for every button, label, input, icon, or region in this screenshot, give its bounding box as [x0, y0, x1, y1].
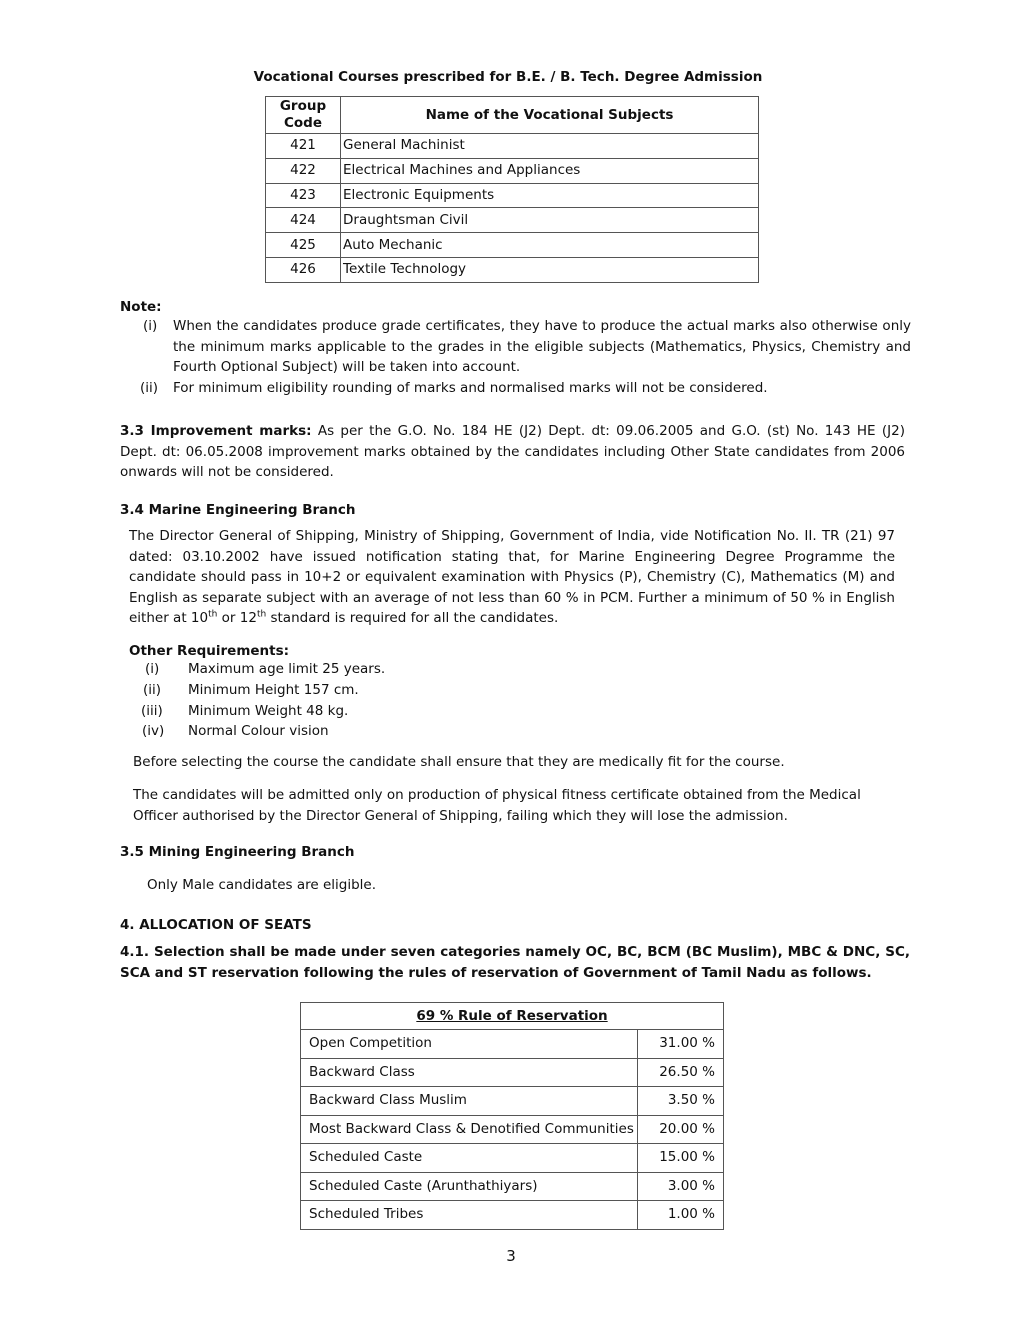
marine-heading: 3.4 Marine Engineering Branch	[120, 502, 356, 518]
table-header-row	[301, 1003, 724, 1030]
standard-12: 12	[239, 610, 257, 626]
improvement-heading: 3.3 Improvement marks:	[120, 423, 312, 439]
subject-name: Electronic Equipments	[341, 183, 759, 208]
category-label: Scheduled Caste	[301, 1144, 638, 1173]
table-row	[301, 1172, 724, 1201]
group-code: 426	[266, 257, 341, 282]
other-requirements-heading: Other Requirements:	[129, 643, 290, 659]
table-row	[301, 1144, 724, 1173]
category-label: Open Competition	[301, 1030, 638, 1059]
table-header-row	[266, 97, 759, 134]
subject-name: Electrical Machines and Appliances	[341, 158, 759, 183]
subject-name: Draughtsman Civil	[341, 208, 759, 233]
superscript-th: th	[256, 609, 267, 620]
category-percentage: 31.00 %	[638, 1030, 724, 1059]
subject-name: Auto Mechanic	[341, 233, 759, 258]
group-code-header-line1: Group	[279, 98, 327, 114]
page-number: 3	[506, 1247, 516, 1265]
requirement-text: Maximum age limit 25 years.	[188, 661, 386, 677]
table-row	[301, 1030, 724, 1059]
improvement-paragraph	[120, 421, 905, 483]
subject-name: Textile Technology	[341, 257, 759, 282]
table-row	[266, 208, 759, 233]
vocational-table	[265, 96, 759, 283]
requirement-text: Minimum Weight 48 kg.	[188, 703, 349, 719]
marine-text: The Director General of Shipping, Ministry of Shipping, Government of India, vide Notification No. II. TR (21) 97 dated: 03.10.2002 have issued notification stating that, for Marine Engineering Degree Programme the candidate should pass in 10+2 or equivalent examination with Physics (P), Chemistry (C), Mathematics (M) and English as separate subject with an average of not less than 60 % in PCM. Further a minimum of 50 % in English either at	[129, 528, 895, 626]
or-text: or	[217, 610, 240, 626]
group-code-header	[266, 97, 341, 134]
note-heading: Note:	[120, 299, 162, 315]
category-label: Backward Class Muslim	[301, 1087, 638, 1116]
allocation-heading: 4. ALLOCATION OF SEATS	[120, 917, 312, 933]
group-code: 423	[266, 183, 341, 208]
subject-name: General Machinist	[341, 134, 759, 159]
category-percentage: 20.00 %	[638, 1115, 724, 1144]
table-row	[301, 1115, 724, 1144]
requirement-text: Normal Colour vision	[188, 723, 329, 739]
table-row	[301, 1201, 724, 1230]
vocational-title: Vocational Courses prescribed for B.E. / B. Tech. Degree Admission	[253, 69, 763, 85]
mining-text: Only Male candidates are eligible.	[147, 877, 376, 893]
standard-10: 10	[190, 610, 209, 626]
group-code-header-line2: Code	[283, 115, 322, 131]
table-row	[266, 183, 759, 208]
subject-name-header: Name of the Vocational Subjects	[341, 97, 759, 134]
mining-heading: 3.5 Mining Engineering Branch	[120, 844, 355, 860]
note-item-text: When the candidates produce grade certificates, they have to produce the actual marks also otherwise only the minimum marks applicable to the grades in the eligible subjects (Mathematics, Physics, Chemistry and Fourth Optional Subject) will be taken into account.	[173, 318, 911, 375]
marine-paragraph	[129, 526, 895, 629]
allocation-intro: 4.1. Selection shall be made under seven categories namely OC, BC, BCM (BC Muslim), MBC & DNC, SC, SCA and ST reservation following the rules of reservation of Government of Tamil Nadu as follows.	[120, 944, 910, 981]
admission-text: The candidates will be admitted only on production of physical fitness certificate obtained from the Medical Officer authorised by the Director General of Shipping, failing which they will lose the admission.	[133, 787, 861, 824]
requirement-number: (ii)	[143, 682, 162, 698]
category-percentage: 1.00 %	[638, 1201, 724, 1230]
group-code: 425	[266, 233, 341, 258]
category-percentage: 3.00 %	[638, 1172, 724, 1201]
category-percentage: 3.50 %	[638, 1087, 724, 1116]
table-row	[301, 1058, 724, 1087]
table-row	[266, 134, 759, 159]
category-label: Scheduled Tribes	[301, 1201, 638, 1230]
group-code: 422	[266, 158, 341, 183]
requirement-number: (iv)	[142, 723, 165, 739]
medical-fitness-text: Before selecting the course the candidate shall ensure that they are medically fit for the course.	[133, 754, 785, 770]
group-code: 424	[266, 208, 341, 233]
table-row	[301, 1087, 724, 1116]
requirement-number: (iii)	[141, 703, 163, 719]
note-item-text: For minimum eligibility rounding of marks and normalised marks will not be considered.	[173, 380, 768, 396]
category-percentage: 26.50 %	[638, 1058, 724, 1087]
superscript-th: th	[208, 609, 218, 620]
table-row	[266, 158, 759, 183]
category-label: Most Backward Class & Denotified Communities	[301, 1115, 638, 1144]
table-row	[266, 233, 759, 258]
category-label: Backward Class	[301, 1058, 638, 1087]
reservation-table	[300, 1002, 724, 1230]
note-item-number: (ii)	[140, 380, 159, 396]
category-percentage: 15.00 %	[638, 1144, 724, 1173]
group-code: 421	[266, 134, 341, 159]
reservation-title: 69 % Rule of Reservation	[301, 1003, 724, 1030]
note-item-number: (i)	[143, 318, 158, 334]
requirement-number: (i)	[145, 661, 160, 677]
improvement-text: As per the G.O. No. 184 HE (J2) Dept. dt: 09.06.2005 and G.O. (st) No. 143 HE (J2) Dept. dt: 06.05.2008 improvement marks obtained by the candidates including Other State candidates from 2006 onwards will not be considered.	[120, 423, 905, 480]
requirement-text: Minimum Height 157 cm.	[188, 682, 359, 698]
marine-text-end: standard is required for all the candidates.	[266, 610, 559, 626]
table-row	[266, 257, 759, 282]
category-label: Scheduled Caste (Arunthathiyars)	[301, 1172, 638, 1201]
